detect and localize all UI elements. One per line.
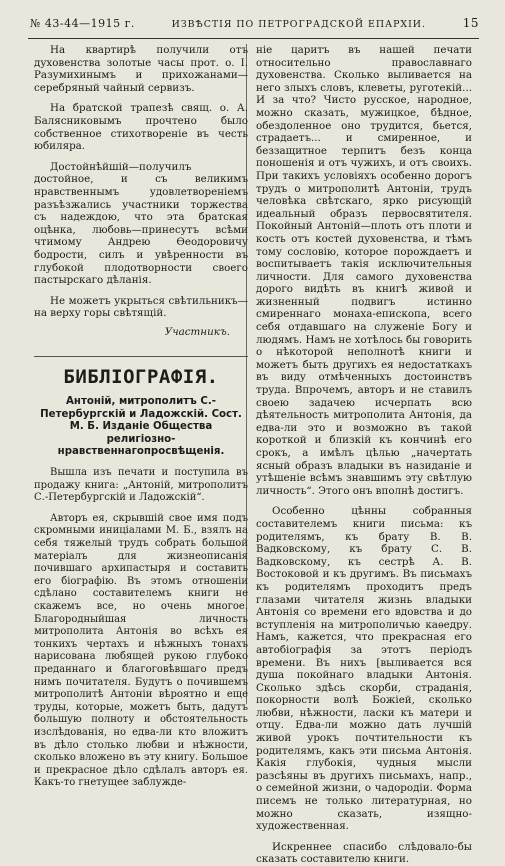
signature: Участникъ. (164, 325, 230, 338)
left-column (34, 44, 248, 790)
section-separator (34, 356, 248, 357)
page-number: 15 (462, 16, 479, 30)
book-title: Антоній, митрополитъ С.-Петербургскій и Ладожскій. Сост. М. Б. Изданіе Общества религіозно-нравственнагопросвѣщенія. (40, 396, 242, 458)
header-rule (28, 38, 479, 39)
issue-number: № 43-44—1915 г. (30, 17, 135, 30)
paragraph: Не можетъ укрыться свѣтильникъ—на верху горы свѣтящій. (34, 294, 248, 320)
page-header (30, 16, 479, 36)
paragraph: На квартирѣ получили отъ духовенства золотые часы прот. о. І. Разумихинымъ и прихожанами—серебряный чайный сервизъ. (34, 44, 248, 94)
section-title: БИБЛІОГРАФІЯ. (63, 366, 219, 389)
paragraph: Вышла изъ печати и поступила въ продажу книга: „Антоній, митрополитъ С.-Петербургскій и Ладожскій“. (34, 467, 248, 504)
right-column (256, 44, 472, 866)
paragraph: Особенно цѣнны собранныя составителемъ книги письма: къ родителямъ, къ брату В. В. Вадковскому, къ брату С. В. Вадковскому, къ сестрѣ А. В. Востоковой и къ другимъ. Въ письмахъ къ родителямъ проходитъ предъ глазами читателя жизнь владыки Антонія со времени его вдовства и до вступленія на митрополичью каѳедру. Намъ, кажется, что прекрасная его автобіографія за этотъ періодъ времени. Въ нихъ [выливается вся душа покойнаго владыки Антонія. Сколько здѣсь скорби, страданія, покорности волѣ Божіей, сколько любви, нѣжности, ласки къ матери и отцу. Едва-ли можно дать лучшій живой урокъ почтительности къ родителямъ, какъ эти письма Антонія. Какія глубокія, чудныя мысли разсѣяны въ другихъ письмахъ, напр., о семейной жизни, о чадородіи. Форма писемъ не только литературная, но можно сказать, изящно-художественная. (256, 505, 472, 833)
paragraph: Достойнѣйшій—получилъ достойное, и съ великимъ нравственнымъ удовлетвореніемъ разъѣзжались участники торжества съ надеждою, что эта братская оцѣнка, любовь—принесутъ всѣми чтимому Андрею Ѳеодоровичу бодрости, силъ и увѣренности въ глубокой плодотворности своего пастырскаго дѣланія. (34, 160, 248, 287)
journal-title: ИЗВѢСТІЯ ПО ПЕТРОГРАДСКОЙ ЕПАРХІИ. (171, 19, 426, 30)
paragraph: Авторъ ея, скрывшій свое имя подъ скромными иниціалами М. Б., взялъ на себя тяжелый трудъ собрать большой матеріалъ для жизнеописанія почившаго архипастыря и составить его біографію. Въ этомъ отношеніи сдѣлано составителемъ книги не скажемъ все, но очень многое. Благородныйшая личность митрополита Антонія во всѣхъ ея тонкихъ чертахъ и нѣжныхъ тонахъ нарисована любящей рукою глубоко преданнаго и благоговѣвшаго предъ нимъ почитателя. Будутъ о почившемъ митрополитѣ Антоніи вѣроятно и еще труды, которые, можетъ быть, дадутъ большую полноту и обстоятельность изслѣдованія, но едва-ли кто вложитъ въ дѣло столько любви и нѣжности, сколько вложено въ эту книгу. Большое и прекрасное дѣло сдѣлалъ авторъ ея. Какъ-то гнетущее заблужде- (34, 512, 248, 789)
paragraph: ніе царитъ въ нашей печати относительно православнаго духовенства. Сколько выливается на него злыхъ словъ, клеветы, руготекій... И за что? Чисто русское, народное, можно сказать, мужицкое, бѣдное, обездоленное оно трудится, бьется, страдаетъ... и смиренное, и беззащитное терпитъ безъ конца поношенія и отъ чужихъ, и отъ своихъ. При такихъ условіяхъ особенно дорогъ трудъ о митрополитѣ Антоніи, трудъ человѣка свѣтскаго, ярко рисующій идеальный образъ первосвятителя. Покойный Антоній—плоть отъ плоти и кость отъ костей духовенства, и тѣмъ тому сословію, которое порождаетъ и воспитываетъ такія исключительныя личности. Для самого духовенства дорого видѣть въ книгѣ живой и жизненный подвигъ истинно смиреннаго монаха-епископа, всего себя отдавшаго на служеніе Богу и людямъ. Намъ не хотѣлось бы говорить о нѣкоторой неполнотѣ книги и можетъ быть другихъ ея недостаткахъ въ виду отмѣченныхъ достоинствъ труда. Впрочемъ, авторъ и не ставилъ своею задачею исчерпать всю дѣятельность митрополита Антонія, да едва-ли это и возможно въ такой короткой и близкій къ кончинѣ его срокъ, а имѣлъ цѣлью „начертать ясный образъ владыки въ назиданіе и утѣшеніе всѣмъ знавшимъ эту свѣтлую личность“. Этого онъ вполнѣ достигъ. (256, 44, 472, 497)
paragraph: Искреннее спасибо слѣдовало-бы сказать составителю книги. (256, 840, 472, 866)
paragraph: На братской трапезѣ свящ. о. А. Балясниковымъ прочтено было собственное стихотвореніе въ честь юбиляра. (34, 102, 248, 153)
